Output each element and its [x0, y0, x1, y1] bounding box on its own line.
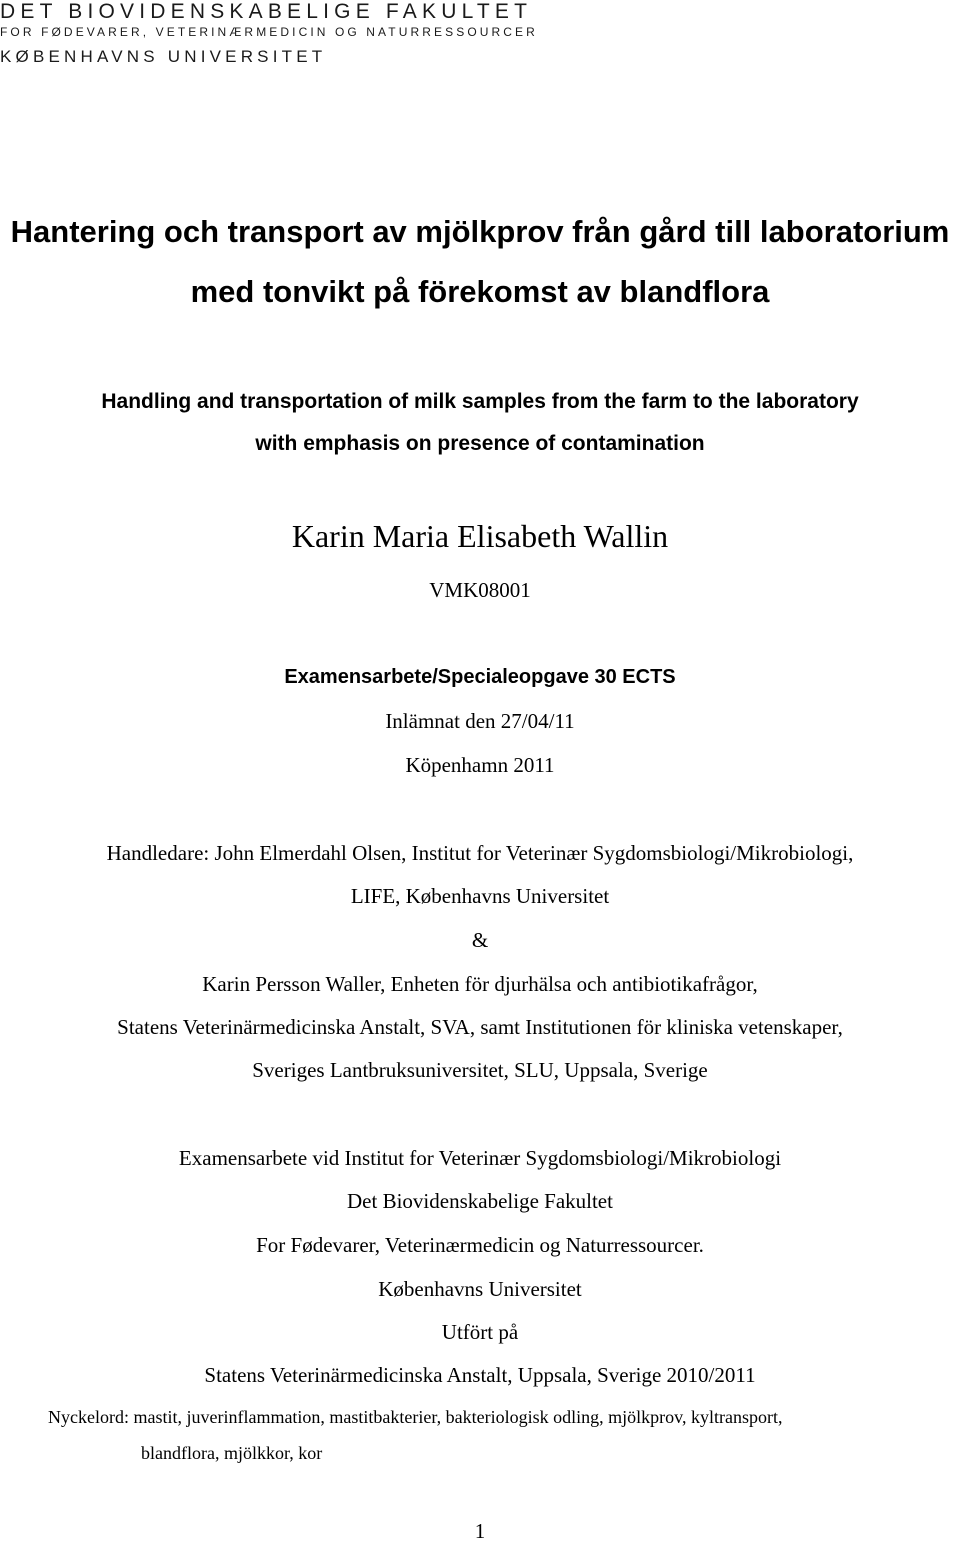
keywords-line-2: blandflora, mjölkkor, kor: [141, 1443, 323, 1463]
submission-date: Inlämnat den 27/04/11: [385, 709, 575, 733]
title-english-line-1: Handling and transportation of milk samples from the farm to the laboratory: [101, 390, 859, 413]
supervisor-line-4: Statens Veterinärmedicinska Anstalt, SVA, samt Institutionen för kliniska vetenskaper,: [117, 1015, 843, 1039]
affiliation-line-3: For Fødevarer, Veterinærmedicin og Naturressourcer.: [256, 1233, 704, 1257]
supervisor-line-3: Karin Persson Waller, Enheten för djurhälsa och antibiotikafrågor,: [202, 972, 758, 996]
subfaculty-header: FOR FØDEVARER, VETERINÆRMEDICIN OG NATURRESSOURCER: [0, 25, 538, 39]
author-name: Karin Maria Elisabeth Wallin: [291, 518, 669, 554]
university-header: KØBENHAVNS UNIVERSITET: [0, 47, 327, 66]
supervisor-ampersand: &: [471, 928, 489, 952]
title-swedish-line-2: med tonvikt på förekomst av blandflora: [190, 274, 770, 309]
submission-place-year: Köpenhamn 2011: [405, 753, 555, 777]
supervisor-line-1: Handledare: John Elmerdahl Olsen, Institut for Veterinær Sygdomsbiologi/Mikrobiologi,: [106, 841, 854, 865]
affiliation-line-6: Statens Veterinärmedicinska Anstalt, Uppsala, Sverige 2010/2011: [204, 1363, 756, 1387]
supervisor-line-5: Sveriges Lantbruksuniversitet, SLU, Uppsala, Sverige: [252, 1058, 708, 1082]
keywords-line-1: Nyckelord: mastit, juverinflammation, mastitbakterier, bakteriologisk odling, mjölkprov, kyltransport,: [48, 1407, 783, 1427]
title-swedish-line-1: Hantering och transport av mjölkprov från gård till laboratorium: [10, 214, 950, 249]
faculty-header: DET BIOVIDENSKABELIGE FAKULTET: [0, 0, 533, 23]
affiliation-line-5: Utfört på: [441, 1320, 519, 1344]
affiliation-line-4: Københavns Universitet: [378, 1277, 582, 1301]
page-number: 1: [474, 1519, 486, 1543]
author-code: VMK08001: [429, 578, 531, 602]
supervisor-line-2: LIFE, Københavns Universitet: [350, 884, 610, 908]
thesis-type: Examensarbete/Specialeopgave 30 ECTS: [284, 666, 676, 688]
title-english-line-2: with emphasis on presence of contamination: [255, 432, 705, 455]
affiliation-line-1: Examensarbete vid Institut for Veterinær Sygdomsbiologi/Mikrobiologi: [178, 1146, 782, 1170]
affiliation-line-2: Det Biovidenskabelige Fakultet: [347, 1189, 613, 1213]
